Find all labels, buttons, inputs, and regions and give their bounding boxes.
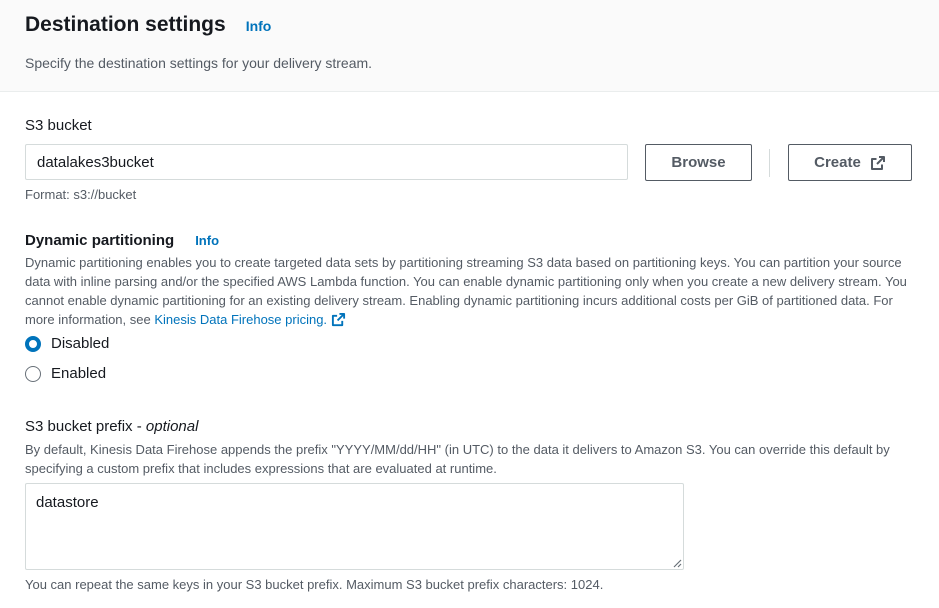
prefix-label-text: S3 bucket prefix - bbox=[25, 418, 146, 435]
dynamic-partitioning-heading bbox=[25, 232, 219, 249]
info-link-partitioning[interactable]: Info bbox=[195, 233, 220, 248]
page-title: Destination settings bbox=[25, 13, 226, 36]
partitioning-description-text: Dynamic partitioning enables you to create targeted data sets by partitioning streaming S3 data based on partitioning keys. You can partition your source data with inline parsing and/or the specified AWS Lambda function. You can enable dynamic partitioning only when you create a new delivery stream. You cannot enable dynamic partitioning for an existing delivery stream. Enabling dynamic partitioning incurs additional costs per GiB of partitioned data. For more information, see bbox=[25, 255, 907, 327]
prefix-label bbox=[25, 418, 198, 435]
radio-disabled-label: Disabled bbox=[51, 335, 110, 352]
title-row bbox=[25, 13, 271, 37]
external-link-icon bbox=[870, 155, 886, 171]
radio-disabled-control[interactable] bbox=[25, 336, 41, 352]
s3-bucket-input[interactable] bbox=[25, 144, 628, 180]
prefix-label-optional: optional bbox=[145, 418, 199, 435]
radio-enabled-control[interactable] bbox=[25, 366, 41, 382]
create-button[interactable] bbox=[788, 144, 912, 181]
dynamic-partitioning-label: Dynamic partitioning bbox=[25, 232, 175, 249]
radio-disabled[interactable] bbox=[25, 335, 109, 352]
dynamic-partitioning-description bbox=[25, 253, 915, 329]
page-subtitle: Specify the destination settings for your delivery stream. bbox=[25, 55, 373, 71]
s3-bucket-label: S3 bucket bbox=[25, 117, 92, 134]
external-link-icon bbox=[331, 312, 346, 327]
browse-button[interactable] bbox=[645, 144, 752, 181]
radio-enabled[interactable] bbox=[25, 365, 106, 382]
prefix-textarea[interactable] bbox=[25, 483, 684, 570]
browse-button-label: Browse bbox=[671, 154, 726, 171]
prefix-footer-hint: You can repeat the same keys in your S3 bucket prefix. Maximum S3 bucket prefix characters: 1024. bbox=[25, 577, 604, 592]
s3-bucket-format-hint: Format: s3://bucket bbox=[25, 187, 137, 202]
resize-grip-icon[interactable] bbox=[672, 558, 682, 568]
button-divider bbox=[769, 149, 770, 177]
pricing-link[interactable]: Kinesis Data Firehose pricing. bbox=[154, 312, 346, 327]
create-button-label: Create bbox=[814, 154, 861, 171]
radio-enabled-label: Enabled bbox=[51, 365, 107, 382]
info-link-header[interactable]: Info bbox=[245, 18, 272, 34]
prefix-description: By default, Kinesis Data Firehose appends the prefix "YYYY/MM/dd/HH" (in UTC) to the data it delivers to Amazon S3. You can override this default by specifying a custom prefix that includes expressions that are evaluated at runtime. bbox=[25, 442, 890, 476]
panel-header bbox=[0, 0, 939, 92]
